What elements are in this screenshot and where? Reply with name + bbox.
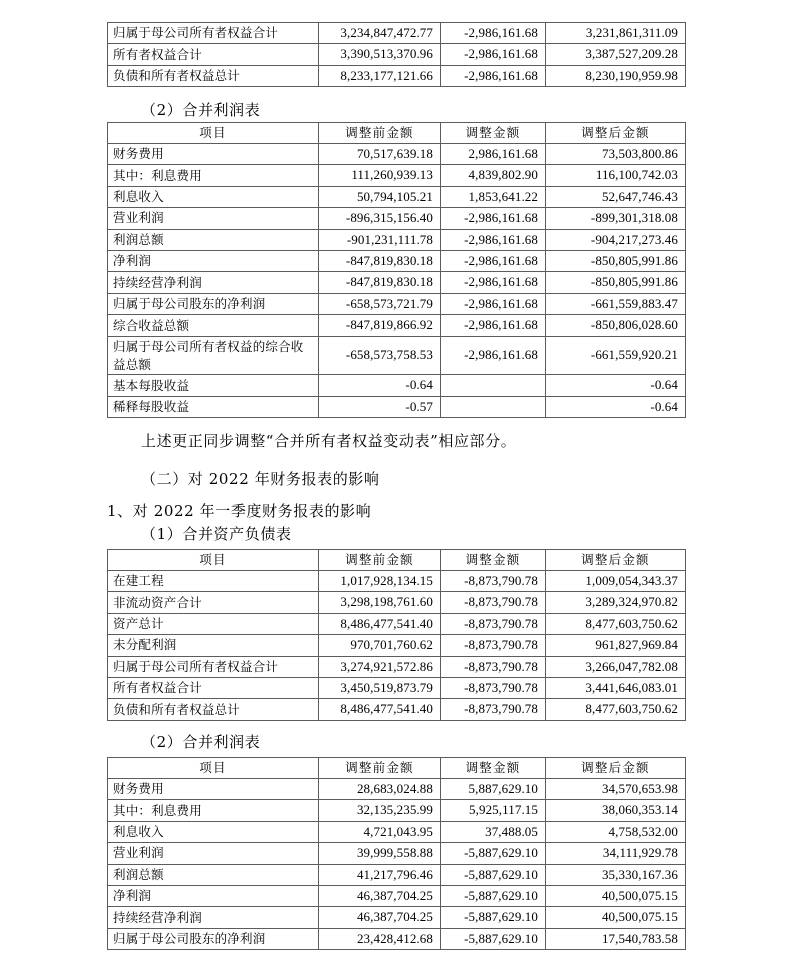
- cell-after: 17,540,783.58: [546, 928, 686, 949]
- cell-adjustment: -2,986,161.68: [441, 315, 546, 336]
- cell-item: 净利润: [108, 886, 319, 907]
- cell-item: 利息收入: [108, 186, 319, 207]
- cell-after: 961,827,969.84: [546, 635, 686, 656]
- cell-item: 利润总额: [108, 229, 319, 250]
- cell-after: 35,330,167.36: [546, 864, 686, 885]
- cell-before: 8,233,177,121.66: [319, 65, 441, 86]
- cell-adjustment: 4,839,802.90: [441, 165, 546, 186]
- table-row: [108, 592, 686, 613]
- cell-item: 营业利润: [108, 208, 319, 229]
- cell-adjustment: -8,873,790.78: [441, 592, 546, 613]
- cell-before: 70,517,639.18: [319, 143, 441, 164]
- table-row: [108, 864, 686, 885]
- cell-item: 所有者权益合计: [108, 44, 319, 65]
- cell-item: 净利润: [108, 251, 319, 272]
- cell-adjustment: -2,986,161.68: [441, 65, 546, 86]
- paragraph-note: 上述更正同步调整“合并所有者权益变动表”相应部分。: [141, 432, 517, 450]
- cell-adjustment: 1,853,641.22: [441, 186, 546, 207]
- header-item: 项目: [108, 123, 319, 144]
- cell-adjustment: -8,873,790.78: [441, 678, 546, 699]
- table-head: [108, 758, 686, 779]
- header-before: 调整前金额: [319, 758, 441, 779]
- cell-adjustment: -2,986,161.68: [441, 251, 546, 272]
- cell-adjustment: 2,986,161.68: [441, 143, 546, 164]
- cell-after: 40,500,075.15: [546, 907, 686, 928]
- cell-before: 46,387,704.25: [319, 886, 441, 907]
- cell-before: 3,450,519,873.79: [319, 678, 441, 699]
- cell-item: 非流动资产合计: [108, 592, 319, 613]
- cell-after: -0.64: [546, 375, 686, 396]
- table-header-row: [108, 758, 686, 779]
- cell-item: 在建工程: [108, 570, 319, 591]
- cell-after: 8,477,603,750.62: [546, 699, 686, 720]
- cell-adjustment: -5,887,629.10: [441, 843, 546, 864]
- cell-before: 50,794,105.21: [319, 186, 441, 207]
- cell-item: 归属于母公司股东的净利润: [108, 928, 319, 949]
- table-body: [108, 778, 686, 950]
- cell-before: 111,260,939.13: [319, 165, 441, 186]
- cell-after: 3,441,646,083.01: [546, 678, 686, 699]
- cell-before: -847,819,830.18: [319, 272, 441, 293]
- cell-before: 3,234,847,472.77: [319, 23, 441, 44]
- cell-adjustment: -5,887,629.10: [441, 907, 546, 928]
- cell-before: 4,721,043.95: [319, 821, 441, 842]
- cell-item: 资产总计: [108, 613, 319, 634]
- cell-before: 970,701,760.62: [319, 635, 441, 656]
- header-item: 项目: [108, 550, 319, 571]
- cell-adjustment: 5,925,117.15: [441, 800, 546, 821]
- cell-adjustment: -8,873,790.78: [441, 570, 546, 591]
- cell-adjustment: -8,873,790.78: [441, 635, 546, 656]
- header-adjustment: 调整金额: [441, 550, 546, 571]
- header-item: 项目: [108, 758, 319, 779]
- cell-item: 持续经营净利润: [108, 272, 319, 293]
- table-row: [108, 23, 686, 44]
- cell-before: 23,428,412.68: [319, 928, 441, 949]
- table-row: [108, 44, 686, 65]
- income-statement-table-2022q1: [107, 757, 686, 950]
- cell-adjustment: -2,986,161.68: [441, 208, 546, 229]
- table-row: [108, 251, 686, 272]
- cell-before: 8,486,477,541.40: [319, 613, 441, 634]
- table-row: [108, 635, 686, 656]
- cell-adjustment: -2,986,161.68: [441, 293, 546, 314]
- cell-after: 8,230,190,959.98: [546, 65, 686, 86]
- table-row: [108, 143, 686, 164]
- table-row: [108, 613, 686, 634]
- cell-adjustment: -2,986,161.68: [441, 229, 546, 250]
- cell-adjustment: -2,986,161.68: [441, 44, 546, 65]
- cell-before: 28,683,024.88: [319, 778, 441, 799]
- cell-after: 34,570,653.98: [546, 778, 686, 799]
- cell-after: -850,805,991.86: [546, 272, 686, 293]
- cell-after: -904,217,273.46: [546, 229, 686, 250]
- cell-item: 基本每股收益: [108, 375, 319, 396]
- cell-item: 归属于母公司所有者权益合计: [108, 23, 319, 44]
- cell-after: 8,477,603,750.62: [546, 613, 686, 634]
- cell-item: 稀释每股收益: [108, 396, 319, 417]
- table-row: [108, 396, 686, 417]
- cell-before: -896,315,156.40: [319, 208, 441, 229]
- income-statement-table-2021: [107, 122, 686, 418]
- cell-adjustment: 37,488.05: [441, 821, 546, 842]
- cell-item: 未分配利润: [108, 635, 319, 656]
- table-row: [108, 843, 686, 864]
- cell-item: 营业利润: [108, 843, 319, 864]
- table-row: [108, 315, 686, 336]
- cell-after: 40,500,075.15: [546, 886, 686, 907]
- table-row: [108, 699, 686, 720]
- cell-after: -661,559,883.47: [546, 293, 686, 314]
- cell-before: -847,819,866.92: [319, 315, 441, 336]
- cell-after: -850,805,991.86: [546, 251, 686, 272]
- header-adjustment: 调整金额: [441, 123, 546, 144]
- table-row: [108, 186, 686, 207]
- header-adjustment: 调整金额: [441, 758, 546, 779]
- cell-before: 8,486,477,541.40: [319, 699, 441, 720]
- cell-adjustment: -8,873,790.78: [441, 699, 546, 720]
- cell-item: 其中：利息费用: [108, 800, 319, 821]
- cell-after: -0.64: [546, 396, 686, 417]
- cell-item: 利息收入: [108, 821, 319, 842]
- cell-before: 46,387,704.25: [319, 907, 441, 928]
- table-body: [108, 143, 686, 417]
- cell-after: -899,301,318.08: [546, 208, 686, 229]
- cell-item: 所有者权益合计: [108, 678, 319, 699]
- cell-item: 其中：利息费用: [108, 165, 319, 186]
- cell-after: 52,647,746.43: [546, 186, 686, 207]
- cell-after: 3,266,047,782.08: [546, 656, 686, 677]
- table-row: [108, 821, 686, 842]
- cell-before: -0.57: [319, 396, 441, 417]
- table-row: [108, 928, 686, 949]
- cell-after: 4,758,532.00: [546, 821, 686, 842]
- table-header-row: [108, 550, 686, 571]
- table-head: [108, 550, 686, 571]
- cell-item: 利润总额: [108, 864, 319, 885]
- heading-section-2: （二）对 2022 年财务报表的影响: [141, 470, 380, 488]
- table-head: [108, 123, 686, 144]
- table-body: [108, 23, 686, 87]
- cell-before: 3,390,513,370.96: [319, 44, 441, 65]
- heading-section-2-1: 1、对 2022 年一季度财务报表的影响: [107, 502, 372, 520]
- cell-after: 34,111,929.78: [546, 843, 686, 864]
- table-row: [108, 886, 686, 907]
- header-after: 调整后金额: [546, 758, 686, 779]
- table-row: [108, 336, 686, 375]
- cell-after: 38,060,353.14: [546, 800, 686, 821]
- cell-item: 归属于母公司所有者权益合计: [108, 656, 319, 677]
- cell-item: 负债和所有者权益总计: [108, 699, 319, 720]
- cell-item: 财务费用: [108, 143, 319, 164]
- cell-after: 3,231,861,311.09: [546, 23, 686, 44]
- table-row: [108, 375, 686, 396]
- cell-adjustment: [441, 375, 546, 396]
- balance-sheet-continuation-table: [107, 22, 686, 87]
- cell-adjustment: -5,887,629.10: [441, 886, 546, 907]
- cell-after: 116,100,742.03: [546, 165, 686, 186]
- cell-after: 3,289,324,970.82: [546, 592, 686, 613]
- cell-item: 综合收益总额: [108, 315, 319, 336]
- caption-income-statement-2021: （2）合并利润表: [141, 101, 261, 119]
- cell-item: 持续经营净利润: [108, 907, 319, 928]
- table-row: [108, 800, 686, 821]
- header-after: 调整后金额: [546, 550, 686, 571]
- table-row: [108, 778, 686, 799]
- cell-adjustment: -2,986,161.68: [441, 23, 546, 44]
- table-row: [108, 229, 686, 250]
- table-row: [108, 272, 686, 293]
- table-row: [108, 907, 686, 928]
- cell-item: 负债和所有者权益总计: [108, 65, 319, 86]
- table-row: [108, 293, 686, 314]
- cell-before: 3,274,921,572.86: [319, 656, 441, 677]
- cell-adjustment: -2,986,161.68: [441, 336, 546, 375]
- cell-adjustment: -8,873,790.78: [441, 613, 546, 634]
- table-row: [108, 656, 686, 677]
- cell-item: 财务费用: [108, 778, 319, 799]
- caption-income-statement-2022q1: （2）合并利润表: [141, 733, 261, 751]
- cell-before: 32,135,235.99: [319, 800, 441, 821]
- cell-before: 3,298,198,761.60: [319, 592, 441, 613]
- cell-before: 41,217,796.46: [319, 864, 441, 885]
- table-header-row: [108, 123, 686, 144]
- cell-after: -850,806,028.60: [546, 315, 686, 336]
- cell-adjustment: [441, 396, 546, 417]
- cell-after: 1,009,054,343.37: [546, 570, 686, 591]
- cell-adjustment: -5,887,629.10: [441, 928, 546, 949]
- cell-before: 1,017,928,134.15: [319, 570, 441, 591]
- cell-adjustment: 5,887,629.10: [441, 778, 546, 799]
- header-after: 调整后金额: [546, 123, 686, 144]
- cell-before: -847,819,830.18: [319, 251, 441, 272]
- cell-item: 归属于母公司股东的净利润: [108, 293, 319, 314]
- table-row: [108, 208, 686, 229]
- cell-adjustment: -2,986,161.68: [441, 272, 546, 293]
- table-row: [108, 65, 686, 86]
- table-row: [108, 570, 686, 591]
- header-before: 调整前金额: [319, 550, 441, 571]
- cell-after: 73,503,800.86: [546, 143, 686, 164]
- cell-item: 归属于母公司所有者权益的综合收益总额: [108, 336, 319, 375]
- cell-after: -661,559,920.21: [546, 336, 686, 375]
- cell-before: 39,999,558.88: [319, 843, 441, 864]
- balance-sheet-table-2022q1: [107, 549, 686, 721]
- cell-before: -658,573,758.53: [319, 336, 441, 375]
- cell-adjustment: -5,887,629.10: [441, 864, 546, 885]
- cell-before: -901,231,111.78: [319, 229, 441, 250]
- caption-balance-sheet-2022q1: （1）合并资产负债表: [141, 525, 292, 543]
- cell-before: -0.64: [319, 375, 441, 396]
- cell-after: 3,387,527,209.28: [546, 44, 686, 65]
- table-row: [108, 165, 686, 186]
- cell-before: -658,573,721.79: [319, 293, 441, 314]
- cell-adjustment: -8,873,790.78: [441, 656, 546, 677]
- table-row: [108, 678, 686, 699]
- table-body: [108, 570, 686, 720]
- header-before: 调整前金额: [319, 123, 441, 144]
